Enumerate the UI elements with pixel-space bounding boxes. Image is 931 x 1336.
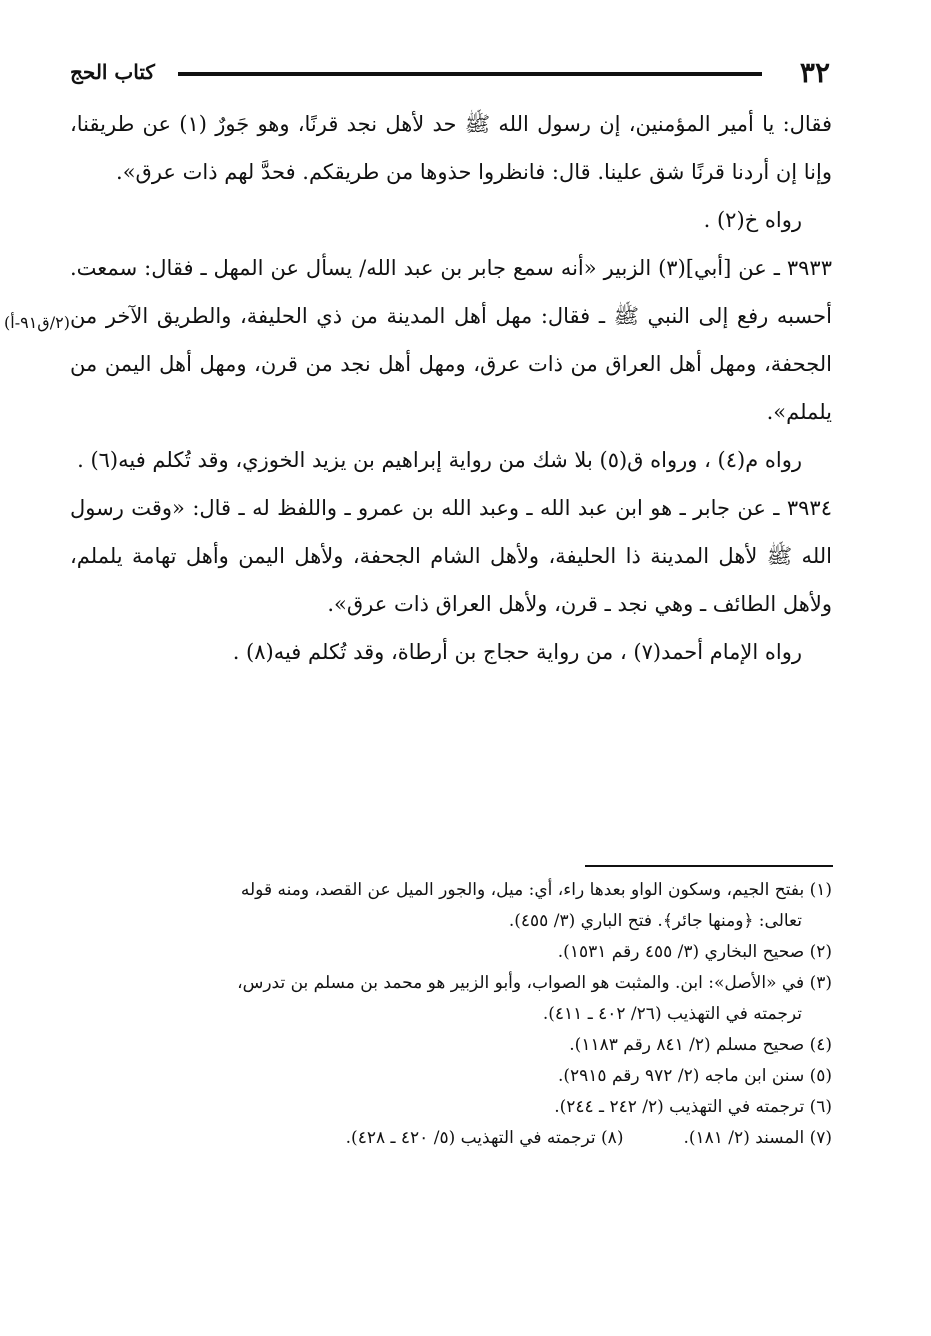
book-title: كتاب الحج bbox=[70, 60, 155, 84]
footnote-1-cont: تعالى: ﴿ومنها جائر﴾. فتح الباري (٣/ ٤٥٥). bbox=[508, 911, 802, 931]
footnote-5: (٥) سنن ابن ماجه (٢/ ٩٧٢ رقم ٢٩١٥). bbox=[557, 1066, 832, 1086]
margin-note: (٢/ق٩١-أ) bbox=[4, 313, 70, 332]
footnote-8: (٨) ترجمته في التهذيب (٥/ ٤٢٠ ـ ٤٢٨). bbox=[345, 1128, 624, 1148]
footnote-6: (٦) ترجمته في التهذيب (٢/ ٢٤٢ ـ ٢٤٤). bbox=[554, 1097, 832, 1117]
paragraph-2: رواه خ(٢) . bbox=[703, 208, 802, 232]
main-text bbox=[70, 100, 832, 676]
hadith-3934: ٣٩٣٤ ـ عن جابر ـ هو ابن عبد الله ـ وعبد الله بن عمرو ـ واللفظ له ـ قال: «وقت رسول الله ﷺ لأهل المدينة ذا الحليفة، ولأهل الشام الجحفة، ولأهل اليمن وأهل تهامة يلملم، ولأهل الطائف ـ وهي نجد ـ قرن، ولأهل العراق ذات عرق». bbox=[70, 496, 832, 616]
footnote-4: (٤) صحيح مسلم (٢/ ٨٤١ رقم ١١٨٣). bbox=[569, 1035, 832, 1055]
footnote-2: (٢) صحيح البخاري (٣/ ٤٥٥ رقم ١٥٣١). bbox=[557, 942, 832, 962]
footnote-7: (٧) المسند (٢/ ١٨١). bbox=[683, 1128, 832, 1148]
footnote-rule bbox=[585, 865, 833, 867]
paragraph-takhrij-3934: رواه الإمام أحمد(٧) ، من رواية حجاج بن أرطاة، وقد تُكلم فيه(٨) . bbox=[232, 640, 802, 664]
paragraph-1: فقال: يا أمير المؤمنين، إن رسول الله ﷺ حد لأهل نجد قرنًا، وهو جَورٌ (١) عن طريقنا، وإنا إن أردنا قرنًا شق علينا. قال: فانظروا حذوها من طريقكم. فحدَّ لهم ذات عرق». bbox=[70, 112, 832, 184]
footnotes bbox=[70, 875, 832, 1154]
footnote-row-7-8 bbox=[70, 1123, 832, 1154]
paragraph-takhrij-3933: رواه م(٤) ، ورواه ق(٥) بلا شك من رواية إبراهيم بن يزيد الخوزي، وقد تُكلم فيه(٦) . bbox=[77, 448, 802, 472]
footnote-3: (٣) في «الأصل»: ابن. والمثبت هو الصواب، وأبو الزبير هو محمد بن مسلم بن تدرس، bbox=[237, 973, 832, 993]
page-header bbox=[70, 56, 830, 96]
hadith-3933: ٣٩٣٣ ـ عن [أبي](٣) الزبير «أنه سمع جابر بن عبد الله/ يسأل عن المهل ـ فقال: سمعت. أحسبه رفع إلى النبي ﷺ ـ فقال: مهل أهل المدينة من ذي الحليفة، والطريق الآخر من الجحفة، ومهل أهل العراق من ذات عرق، ومهل أهل نجد من قرن، ومهل أهل اليمن من يلملم». bbox=[70, 256, 832, 424]
footnote-3-cont: ترجمته في التهذيب (٢٦/ ٤٠٢ ـ ٤١١). bbox=[542, 1004, 802, 1024]
page-number: ٣٢ bbox=[799, 56, 830, 89]
header-rule bbox=[178, 72, 762, 76]
footnote-1: (١) بفتح الجيم، وسكون الواو بعدها راء، أي: ميل، والجور الميل عن القصد، ومنه قوله bbox=[240, 880, 832, 900]
